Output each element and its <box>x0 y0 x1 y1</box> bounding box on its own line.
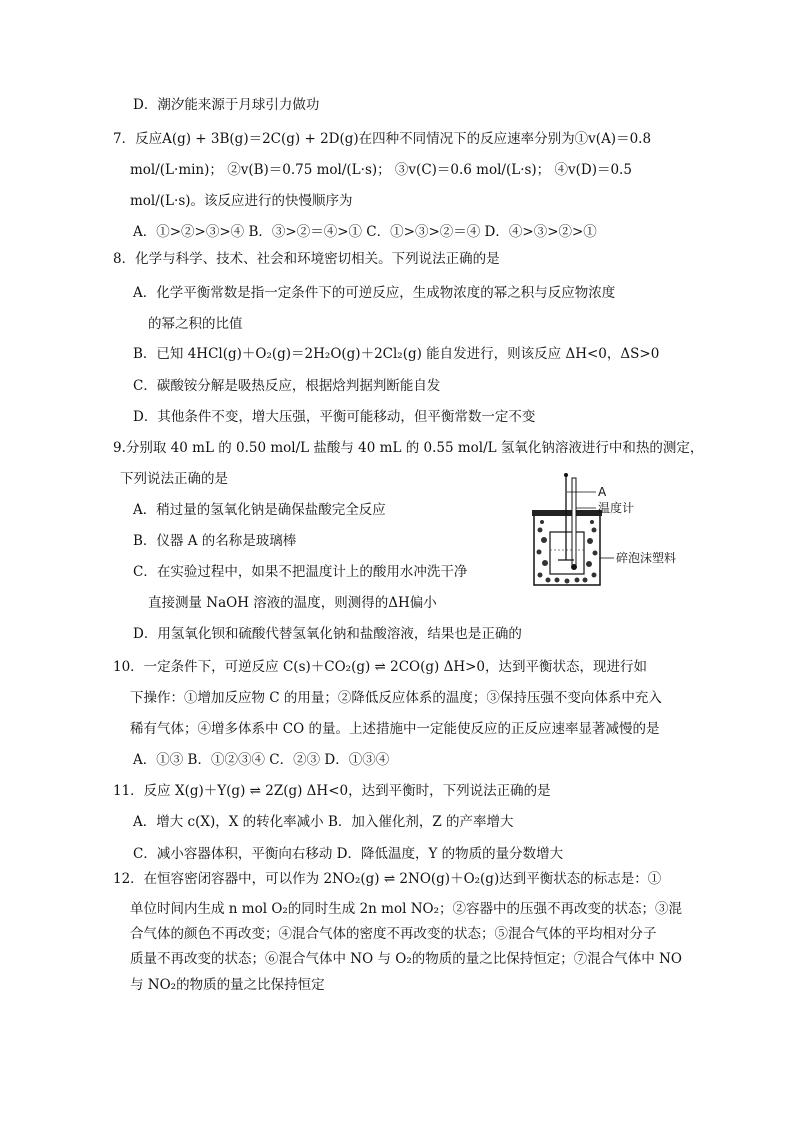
q12-stem-line4: 质量不再改变的状态；⑥混合气体中 NO 与 O₂的物质的量之比保持恒定；⑦混合气体中 NO <box>130 951 682 967</box>
q12-stem-line5: 与 NO₂的物质的量之比保持恒定 <box>130 977 325 993</box>
calorimeter-figure <box>522 470 687 590</box>
lid <box>532 510 602 516</box>
q9-stem-line2: 下列说法正确的是 <box>120 471 228 487</box>
q11-stem: 11．反应 X(g)＋Y(g) ⇌ 2Z(g) ΔH<0，达到平衡时，下列说法正确的是 <box>113 783 551 799</box>
q8-option-a: A．化学平衡常数是指一定条件下的可逆反应，生成物浓度的幂之积与反应物浓度 <box>133 285 616 301</box>
q9-option-b: B．仪器 A 的名称是玻璃棒 <box>133 533 297 549</box>
label-a: A <box>598 485 607 499</box>
q7-stem-line2: mol/(L·min)； ②v(B)＝0.75 mol/(L·s)； ③v(C)＝0.6 mol/(L·s)； ④v(D)＝0.5 <box>130 162 632 178</box>
thermometer <box>572 478 576 566</box>
q7-options: A．①>②>③>④ B．③>②＝④>① C．①>③>②＝④ D．④>③>②>① <box>133 224 597 240</box>
q8-option-c: C．碳酸铵分解是吸热反应，根据焓判据判断能自发 <box>133 378 441 394</box>
q9-option-c: C．在实验过程中，如果不把温度计上的酸用水冲洗干净 <box>133 564 468 580</box>
q12-stem-line1: 12．在恒容密闭容器中，可以作为 2NO₂(g) ⇌ 2NO(g)＋O₂(g)达到平衡状态的标志是：① <box>113 871 662 887</box>
q9-stem-line1: 9.分别取 40 mL 的 0.50 mol/L 盐酸与 40 mL 的 0.55 mol/L 氢氧化钠溶液进行中和热的测定， <box>113 440 704 456</box>
q10-options: A．①③ B．①②③④ C．②③ D．①③④ <box>133 752 390 768</box>
q8-option-d: D．其他条件不变，增大压强，平衡可能移动，但平衡常数一定不变 <box>133 409 536 425</box>
q10-stem-line3: 稀有气体；④增多体系中 CO 的量。上述措施中一定能使反应的正反应速率显著减慢的是 <box>130 721 660 737</box>
label-thermometer: 温度计 <box>598 501 635 515</box>
q10-stem-line1: 10．一定条件下，可逆反应 C(s)＋CO₂(g) ⇌ 2CO(g) ΔH>0，达到平衡状态，现进行如 <box>113 659 648 675</box>
q8-stem: 8．化学与科学、技术、社会和环境密切相关。下列说法正确的是 <box>113 251 500 267</box>
q9-option-a: A．稍过量的氢氧化钠是确保盐酸完全反应 <box>133 502 386 518</box>
q8-option-b: B．已知 4HCl(g)＋O₂(g)＝2H₂O(g)＋2Cl₂(g) 能自发进行，则该反应 ΔH<0，ΔS>0 <box>133 346 660 362</box>
q10-stem-line2: 下操作：①增加反应物 C 的用量；②降低反应体系的温度；③保持压强不变向体系中充入 <box>130 690 662 706</box>
q9-option-d: D．用氢氧化钡和硫酸代替氢氧化钠和盐酸溶液，结果也是正确的 <box>133 626 522 642</box>
q11-options-ab: A．增大 c(X)，X 的转化率减小 B．加入催化剂，Z 的产率增大 <box>133 814 514 830</box>
inner-beaker <box>550 532 584 574</box>
q7-stem-line3: mol/(L·s)。该反应进行的快慢顺序为 <box>130 193 353 209</box>
label-foam: 碎泡沫塑料 <box>616 551 677 565</box>
q11-options-cd: C．减小容器体积，平衡向右移动 D．降低温度，Y 的物质的量分数增大 <box>133 846 564 862</box>
q9-option-c-cont: 直接测量 NaOH 溶液的温度，则测得的ΔH偏小 <box>148 595 437 611</box>
q12-stem-line3: 合气体的颜色不再改变；④混合气体的密度不再改变的状态；⑤混合气体的平均相对分子 <box>130 926 657 942</box>
q12-stem-line2: 单位时间内生成 n mol O₂的同时生成 2n mol NO₂；②容器中的压强不再改变的状态；③混 <box>130 901 682 917</box>
q8-option-a-cont: 的幂之积的比值 <box>148 316 243 332</box>
q6-option-d: D．潮汐能来源于月球引力做功 <box>133 97 320 113</box>
q7-stem-line1: 7．反应A(g) + 3B(g)＝2C(g) + 2D(g)在四种不同情况下的反应速率分别为①v(A)＝0.8 <box>113 131 652 147</box>
